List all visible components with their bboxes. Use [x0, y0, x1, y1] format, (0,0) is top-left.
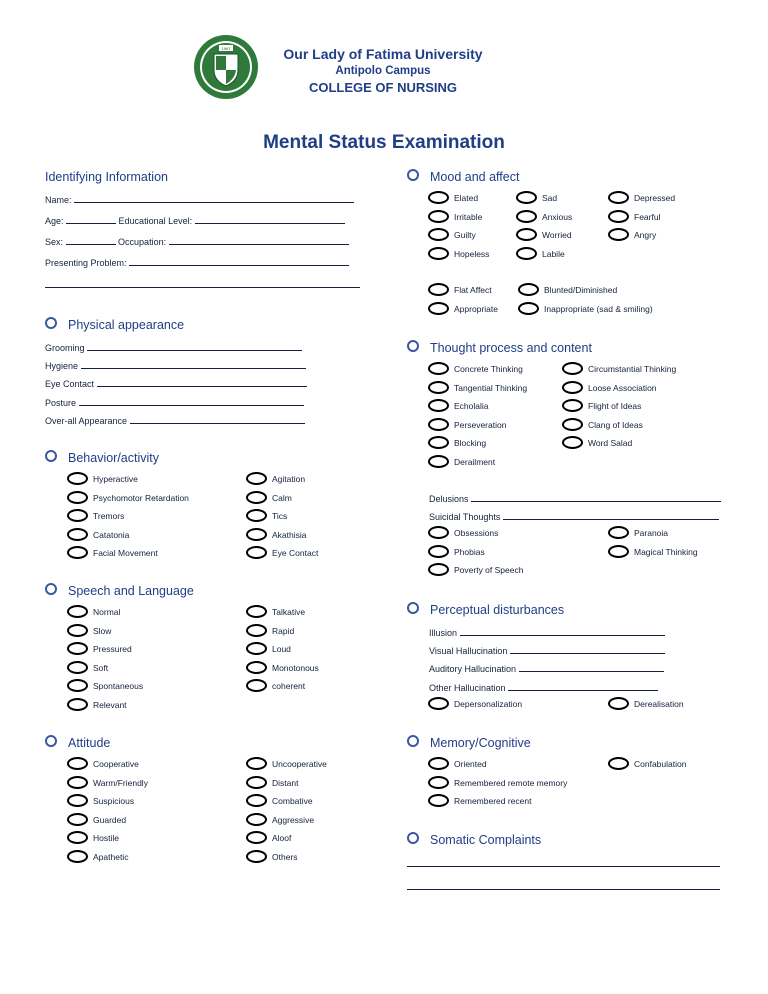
option-soft[interactable]: Soft [67, 661, 143, 675]
option-calm[interactable]: Calm [246, 491, 318, 505]
option-agitation[interactable]: Agitation [246, 472, 318, 486]
option-clang-of-ideas[interactable]: Clang of Ideas [562, 418, 676, 432]
option-hopeless[interactable]: Hopeless [428, 247, 489, 261]
option-circumstantial-thinking[interactable]: Circumstantial Thinking [562, 362, 676, 376]
eye-contact-field[interactable]: Eye Contact [45, 377, 307, 389]
illusion-field[interactable]: Illusion [429, 626, 665, 638]
presenting-problem-line[interactable] [45, 287, 360, 288]
option-appropriate[interactable]: Appropriate [428, 302, 498, 316]
option-inappropriate[interactable]: Inappropriate (sad & smiling) [518, 302, 653, 316]
option-sad[interactable]: Sad [516, 191, 572, 205]
option-spontaneous[interactable]: Spontaneous [67, 679, 143, 693]
swirl-bullet-icon [45, 450, 57, 462]
memory-heading: Memory/Cognitive [407, 735, 531, 750]
option-rapid[interactable]: Rapid [246, 624, 319, 638]
option-paranoia[interactable]: Paranoia [608, 526, 698, 540]
option-coherent[interactable]: coherent [246, 679, 319, 693]
physical-heading: Physical appearance [45, 317, 184, 332]
svg-text:1967: 1967 [221, 46, 231, 51]
option-tremors[interactable]: Tremors [67, 509, 189, 523]
option-concrete-thinking[interactable]: Concrete Thinking [428, 362, 527, 376]
overall-appearance-field[interactable]: Over-all Appearance [45, 414, 305, 426]
swirl-bullet-icon [45, 735, 57, 747]
option-echolalia[interactable]: Echolalia [428, 399, 527, 413]
name-field[interactable] [45, 193, 354, 205]
thought-heading: Thought process and content [407, 340, 592, 355]
option-angry[interactable]: Angry [608, 228, 675, 242]
swirl-bullet-icon [407, 735, 419, 747]
option-facial-movement[interactable]: Facial Movement [67, 546, 189, 560]
mood-heading: Mood and affect [407, 169, 519, 184]
option-distant[interactable]: Distant [246, 776, 327, 790]
somatic-heading: Somatic Complaints [407, 832, 541, 847]
option-blocking[interactable]: Blocking [428, 436, 527, 450]
university-name: Our Lady of Fatima University [283, 46, 483, 62]
option-blunted-diminished[interactable]: Blunted/Diminished [518, 283, 653, 297]
option-eye-contact[interactable]: Eye Contact [246, 546, 318, 560]
option-guilty[interactable]: Guilty [428, 228, 489, 242]
swirl-bullet-icon [407, 340, 419, 352]
option-confabulation[interactable]: Confabulation [608, 757, 686, 771]
behavior-heading: Behavior/activity [45, 450, 159, 465]
option-remembered-remote-memory[interactable]: Remembered remote memory [428, 776, 567, 790]
option-catatonia[interactable]: Catatonia [67, 528, 189, 542]
suicidal-thoughts-field[interactable]: Suicidal Thoughts [429, 510, 719, 522]
option-derailment[interactable]: Derailment [428, 455, 527, 469]
swirl-bullet-icon [45, 317, 57, 329]
option-perseveration[interactable]: Perseveration [428, 418, 527, 432]
option-word-salad[interactable]: Word Salad [562, 436, 676, 450]
sex-occupation-field[interactable] [45, 235, 349, 247]
option-elated[interactable]: Elated [428, 191, 489, 205]
somatic-line-1[interactable] [407, 866, 720, 867]
presenting-label: Presenting Problem: [45, 258, 127, 268]
option-irritable[interactable]: Irritable [428, 210, 489, 224]
option-tangential-thinking[interactable]: Tangential Thinking [428, 381, 527, 395]
option-uncooperative[interactable]: Uncooperative [246, 757, 327, 771]
college-name: COLLEGE OF NURSING [308, 80, 458, 95]
option-flat-affect[interactable]: Flat Affect [428, 283, 498, 297]
option-loose-association[interactable]: Loose Association [562, 381, 676, 395]
option-depersonalization[interactable]: Depersonalization [428, 697, 522, 711]
auditory-hallucination-field[interactable]: Auditory Hallucination [429, 662, 664, 674]
option-derealisation[interactable]: Derealisation [608, 697, 684, 711]
speech-heading: Speech and Language [45, 583, 194, 598]
option-labile[interactable]: Labile [516, 247, 572, 261]
option-relevant[interactable]: Relevant [67, 698, 143, 712]
occupation-label: Occupation: [118, 237, 167, 247]
option-hostile[interactable]: Hostile [67, 831, 148, 845]
option-apathetic[interactable]: Apathetic [67, 850, 148, 864]
option-talkative[interactable]: Talkative [246, 605, 319, 619]
swirl-bullet-icon [407, 832, 419, 844]
presenting-problem-field[interactable] [45, 256, 349, 268]
option-remembered-recent[interactable]: Remembered recent [428, 794, 567, 808]
delusions-field[interactable]: Delusions [429, 492, 721, 504]
page-title: Mental Status Examination [263, 132, 505, 153]
age-label: Age: [45, 216, 64, 226]
option-hyperactive[interactable]: Hyperactive [67, 472, 189, 486]
option-flight-of-ideas[interactable]: Flight of Ideas [562, 399, 676, 413]
option-depressed[interactable]: Depressed [608, 191, 675, 205]
posture-field[interactable]: Posture [45, 396, 304, 408]
identifying-heading: Identifying Information [45, 170, 168, 184]
option-pressured[interactable]: Pressured [67, 642, 143, 656]
swirl-bullet-icon [407, 169, 419, 181]
perceptual-heading: Perceptual disturbances [407, 602, 564, 617]
option-obsessions[interactable]: Obsessions [428, 526, 523, 540]
grooming-field[interactable]: Grooming [45, 341, 302, 353]
option-worried[interactable]: Worried [516, 228, 572, 242]
option-akathisia[interactable]: Akathisia [246, 528, 318, 542]
university-seal [193, 34, 259, 100]
option-guarded[interactable]: Guarded [67, 813, 148, 827]
option-poverty-of-speech[interactable]: Poverty of Speech [428, 563, 523, 577]
age-edu-field[interactable] [45, 214, 345, 226]
option-cooperative[interactable]: Cooperative [67, 757, 148, 771]
campus-name: Antipolo Campus [335, 65, 431, 77]
edu-label: Educational Level: [118, 216, 193, 226]
option-aloof[interactable]: Aloof [246, 831, 327, 845]
option-phobias[interactable]: Phobias [428, 545, 523, 559]
option-normal[interactable]: Normal [67, 605, 143, 619]
attitude-heading: Attitude [45, 735, 110, 750]
option-fearful[interactable]: Fearful [608, 210, 675, 224]
swirl-bullet-icon [45, 583, 57, 595]
other-hallucination-field[interactable]: Other Hallucination [429, 681, 658, 693]
option-suspicious[interactable]: Suspicious [67, 794, 148, 808]
swirl-bullet-icon [407, 602, 419, 614]
option-anxious[interactable]: Anxious [516, 210, 572, 224]
option-magical-thinking[interactable]: Magical Thinking [608, 545, 698, 559]
visual-hallucination-field[interactable]: Visual Hallucination [429, 644, 665, 656]
option-aggressive[interactable]: Aggressive [246, 813, 327, 827]
option-slow[interactable]: Slow [67, 624, 143, 638]
name-label: Name: [45, 195, 72, 205]
option-tics[interactable]: Tics [246, 509, 318, 523]
option-monotonous[interactable]: Monotonous [246, 661, 319, 675]
option-warm-friendly[interactable]: Warm/Friendly [67, 776, 148, 790]
option-oriented[interactable]: Oriented [428, 757, 567, 771]
somatic-line-2[interactable] [407, 889, 720, 890]
option-psychomotor-retardation[interactable]: Psychomotor Retardation [67, 491, 189, 505]
sex-label: Sex: [45, 237, 64, 247]
hygiene-field[interactable]: Hygiene [45, 359, 306, 371]
option-combative[interactable]: Combative [246, 794, 327, 808]
option-loud[interactable]: Loud [246, 642, 319, 656]
option-others[interactable]: Others [246, 850, 327, 864]
